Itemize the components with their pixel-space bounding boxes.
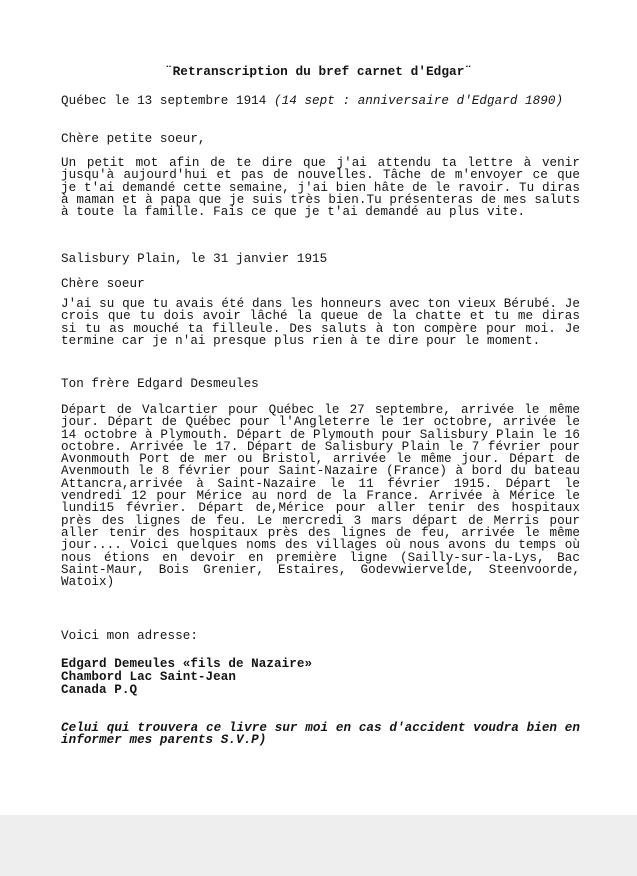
page-bottom-margin [0,815,637,876]
dateline-birthday-note: (14 sept : anniversaire d'Edgard 1890) [274,94,564,108]
document-title: ¨Retranscription du bref carnet d'Edgar¨ [164,64,473,79]
closing-note: Celui qui trouvera ce livre sur moi en cas d'accident voudra bien en informer mes parents S.V.P) [61,721,580,748]
letter2-salutation: Chère soeur [61,277,145,291]
dateline [61,95,580,107]
address-line-country: Canada P.Q [61,683,138,697]
letter2-place-date: Salisbury Plain, le 31 janvier 1915 [61,252,328,266]
dateline-place-date: Québec le 13 septembre 1914 [61,94,267,108]
letter1-salutation: Chère petite soeur, [61,132,206,146]
address-line-town: Chambord Lac Saint-Jean [61,670,236,684]
journey-paragraph: Départ de Valcartier pour Québec le 27 septembre, arrivée le même jour. Départ de Québec pour l'Angleterre le 1er octobre, arrivée le 14 octobre à Plymouth. Départ de Plymouth pour Salisbury Plain le 16 octobre. Arrivée le 17. Départ de Salisbury Plain le 7 février pour Avonmouth Port de mer ou Bristol, arrivée le même jour. Départ de Avenmouth le 8 février pour Saint-Nazaire (France) à bord du bateau Attancra,arrivée à Saint-Nazaire le 11 février 1915. Départ le vendredi 12 pour Mérice au nord de la France. Arrivée à Mérice le lundi15 février. Départ de,Mérice pour aller tenir des hospitaux près des lignes de feu. Le mercredi 3 mars départ de Merris pour aller tenir des hospitaux près des lignes de feu, arrivée le même jour.... Voici quelques noms des villages où nous avons du temps où nous étions en devoir en première ligne (Sailly-sur-la-Lys, Bac Saint-Maur, Bois Grenier, Estaires, Godevwiervelde, Steenvoorde, Watoix) [61,403,580,590]
letter2-signature: Ton frère Edgard Desmeules [61,377,259,391]
address-intro: Voici mon adresse: [61,629,198,643]
letter1-body: Un petit mot afin de te dire que j'ai attendu ta lettre à venir jusqu'à aujourd'hui et pas de nouvelles. Tâche de m'envoyer ce que je t'ai demandé cette semaine, j'ai bien hâte de le ravoir. Tu diras à maman et à papa que je suis très bien.Tu présenteras de mes saluts à toute la famille. Fais ce que je t'ai demandé au plus vite. [61,156,580,220]
letter2-body: J'ai su que tu avais été dans les honneurs avec ton vieux Bérubé. Je crois que tu dois avoir lâché la queue de la chatte et tu me diras si tu as mouché ta filleule. Des saluts à ton compère pour moi. Je termine car je n'ai presque plus rien à te dire pour le moment. [61,297,580,348]
address-line-name: Edgard Demeules «fils de Nazaire» [61,657,313,671]
